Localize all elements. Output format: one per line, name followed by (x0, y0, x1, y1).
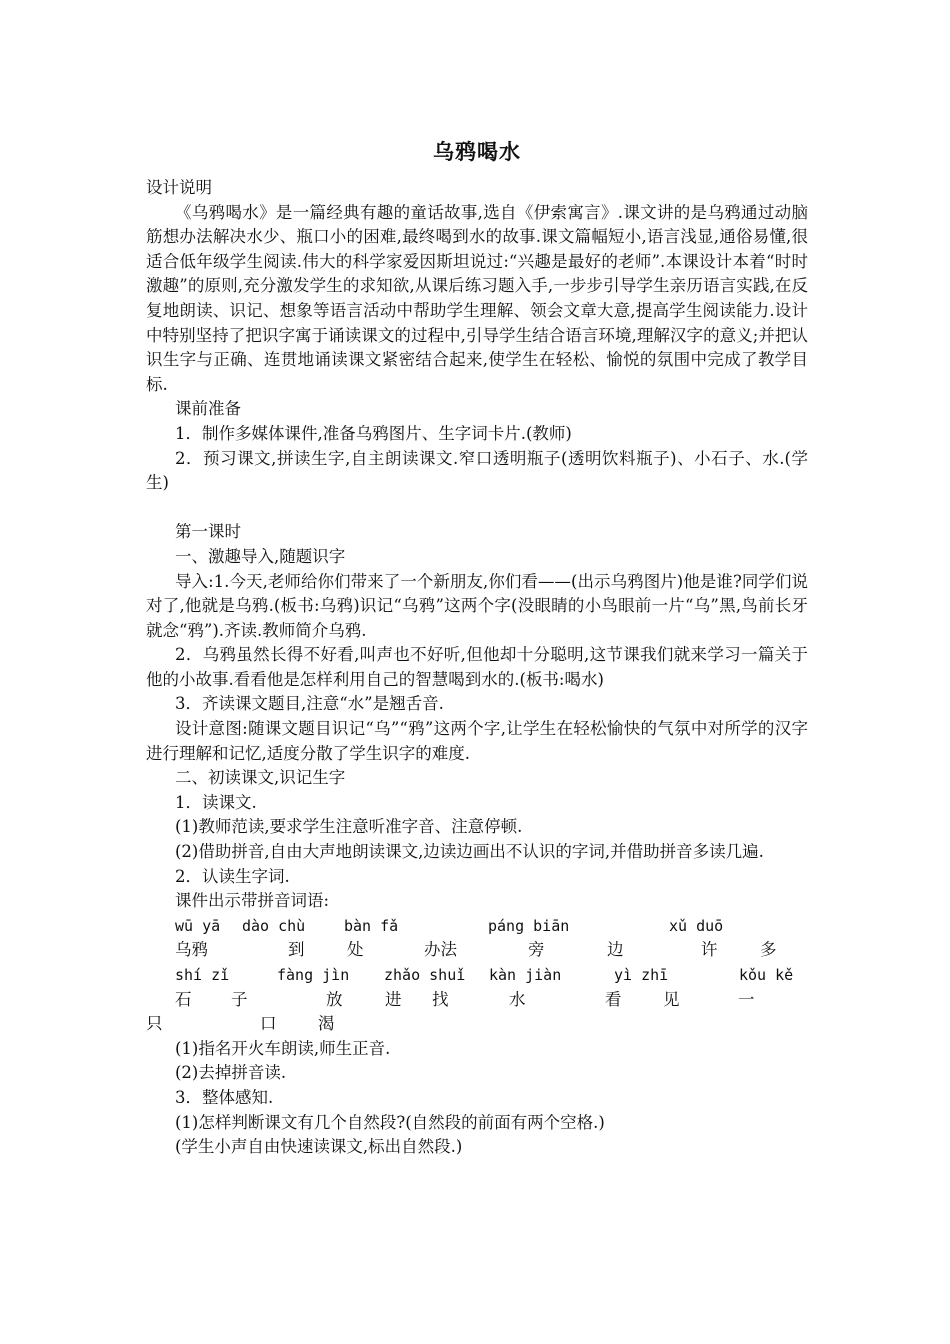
hanzi-word: 口 (260, 1014, 277, 1034)
hanzi-word: 水 (509, 989, 526, 1009)
character-row-1 (146, 938, 808, 963)
hanzi-word: 找 (432, 989, 449, 1009)
hanzi-word: 只 (146, 1014, 163, 1034)
intro-paragraph: 《乌鸦喝水》是一篇经典有趣的童话故事,选自《伊索寓言》.课文讲的是乌鸦通过动脑筋想办法解决水少、瓶口小的困难,最终喝到水的故事.课文篇幅短小,语言浅显,通俗易懂,很适合低年级学生阅读.伟大的科学家爱因斯坦说过:“兴趣是最好的老师”.本课设计本着“时时激趣”的原则,充分激发学生的求知欲,从课后练习题入手,一步步引导学生亲历语言实践,在反复地朗读、识记、想象等语言活动中帮助学生理解、领会文章大意,提高学生阅读能力.设计中特别坚持了把识字寓于诵读课文的过程中,引导学生结合语言环境,理解汉字的意义;并把认识生字与正确、连贯地诵读课文紧密结合起来,使学生在轻松、愉悦的氛围中完成了教学目标. (146, 202, 808, 394)
hanzi-word: 看 (605, 989, 622, 1009)
pinyin-word: xǔ duō (669, 916, 724, 935)
section-2-item-1a: (1)教师范读,要求学生注意听准字音、注意停顿. (175, 817, 523, 837)
section-2-item-3b: (学生小声自由快速读课文,标出自然段.) (175, 1137, 463, 1157)
hanzi-word: 到 (288, 940, 305, 960)
prep-heading: 课前准备 (175, 399, 241, 419)
section-2-item-2-intro: 课件出示带拼音词语: (175, 891, 330, 911)
hanzi-word: 石 (175, 989, 192, 1009)
pinyin-word: kǒu kě (739, 966, 794, 984)
hanzi-word: 多 (760, 940, 777, 960)
section-2-item-1: 1．读课文. (175, 792, 257, 812)
lesson-heading: 第一课时 (175, 522, 241, 542)
character-row-2 (146, 988, 808, 1013)
section-1-paragraph-1: 导入:1.今天,老师给你们带来了一个新朋友,你们看——(出示乌鸦图片)他是谁?同学们说对了,他就是乌鸦.(板书:乌鸦)识记“乌鸦”这两个字(没眼睛的小鸟眼前一片“乌”黑,鸟前长牙就念“鸦”).齐读.教师简介乌鸦. (146, 571, 808, 640)
pinyin-word: wū yā (175, 916, 221, 935)
section-2-item-2b: (2)去掉拼音读. (175, 1063, 287, 1083)
section-2-heading: 二、初读课文,识记生字 (175, 768, 346, 788)
prep-item-1: 1．制作多媒体课件,准备乌鸦图片、生字词卡片.(教师) (175, 423, 572, 443)
prep-item-2: 2．预习课文,拼读生字,自主朗读课文.窄口透明瓶子(透明饮料瓶子)、小石子、水.(学生) (146, 448, 808, 493)
hanzi-word: 见 (663, 989, 680, 1009)
page-title: 乌鸦喝水 (433, 140, 521, 164)
section-2-item-1b: (2)借助拼音,自由大声地朗读课文,边读边画出不认识的字词,并借助拼音多读几遍. (175, 842, 764, 862)
pinyin-word: zhǎo shuǐ (384, 966, 466, 984)
pinyin-word: kàn jiàn (489, 966, 562, 984)
hanzi-word: 子 (231, 989, 248, 1009)
section-2-item-3: 3．整体感知. (175, 1087, 274, 1107)
pinyin-word: fàng jìn (277, 966, 350, 984)
pinyin-row-2 (146, 963, 808, 988)
hanzi-word: 一 (738, 989, 755, 1009)
pinyin-word: yì zhī (614, 966, 669, 984)
hanzi-word: 许 (701, 940, 718, 960)
hanzi-word: 进 (385, 989, 402, 1009)
section-1-paragraph-3: 3．齐读课文题目,注意“水”是翘舌音. (175, 694, 444, 714)
hanzi-word: 边 (607, 940, 624, 960)
hanzi-word: 放 (326, 989, 343, 1009)
hanzi-word: 办法 (424, 940, 457, 960)
section-2-item-2a: (1)指名开火车朗读,师生正音. (175, 1038, 391, 1058)
hanzi-word: 乌鸦 (175, 940, 208, 960)
pinyin-word: bàn fǎ (344, 916, 399, 935)
pinyin-row-1 (146, 914, 808, 939)
pinyin-word: shí zǐ (175, 966, 230, 984)
section-2-item-3a: (1)怎样判断课文有几个自然段?(自然段的前面有两个空格.) (175, 1112, 605, 1132)
intro-heading: 设计说明 (146, 178, 212, 197)
document-body (146, 176, 808, 1160)
section-1-design-intent: 设计意图:随课文题目识记“乌”“鸦”这两个字,让学生在轻松愉快的气氛中对所学的汉字进行理解和记忆,适度分散了学生识字的难度. (146, 719, 808, 763)
pinyin-word: páng biān (488, 916, 570, 935)
hanzi-word: 旁 (528, 940, 545, 960)
character-row-3 (146, 1012, 808, 1037)
section-1-paragraph-2: 2．乌鸦虽然长得不好看,叫声也不好听,但他却十分聪明,这节课我们就来学习一篇关于他的小故事.看看他是怎样利用自己的智慧喝到水的.(板书:喝水) (146, 645, 808, 689)
pinyin-word: dào chù (242, 916, 306, 935)
hanzi-word: 渴 (318, 1014, 335, 1034)
section-1-heading: 一、激趣导入,随题识字 (175, 546, 346, 566)
hanzi-word: 处 (347, 940, 364, 960)
section-2-item-2: 2．认读生字词. (175, 866, 290, 886)
blank-line (146, 496, 808, 521)
